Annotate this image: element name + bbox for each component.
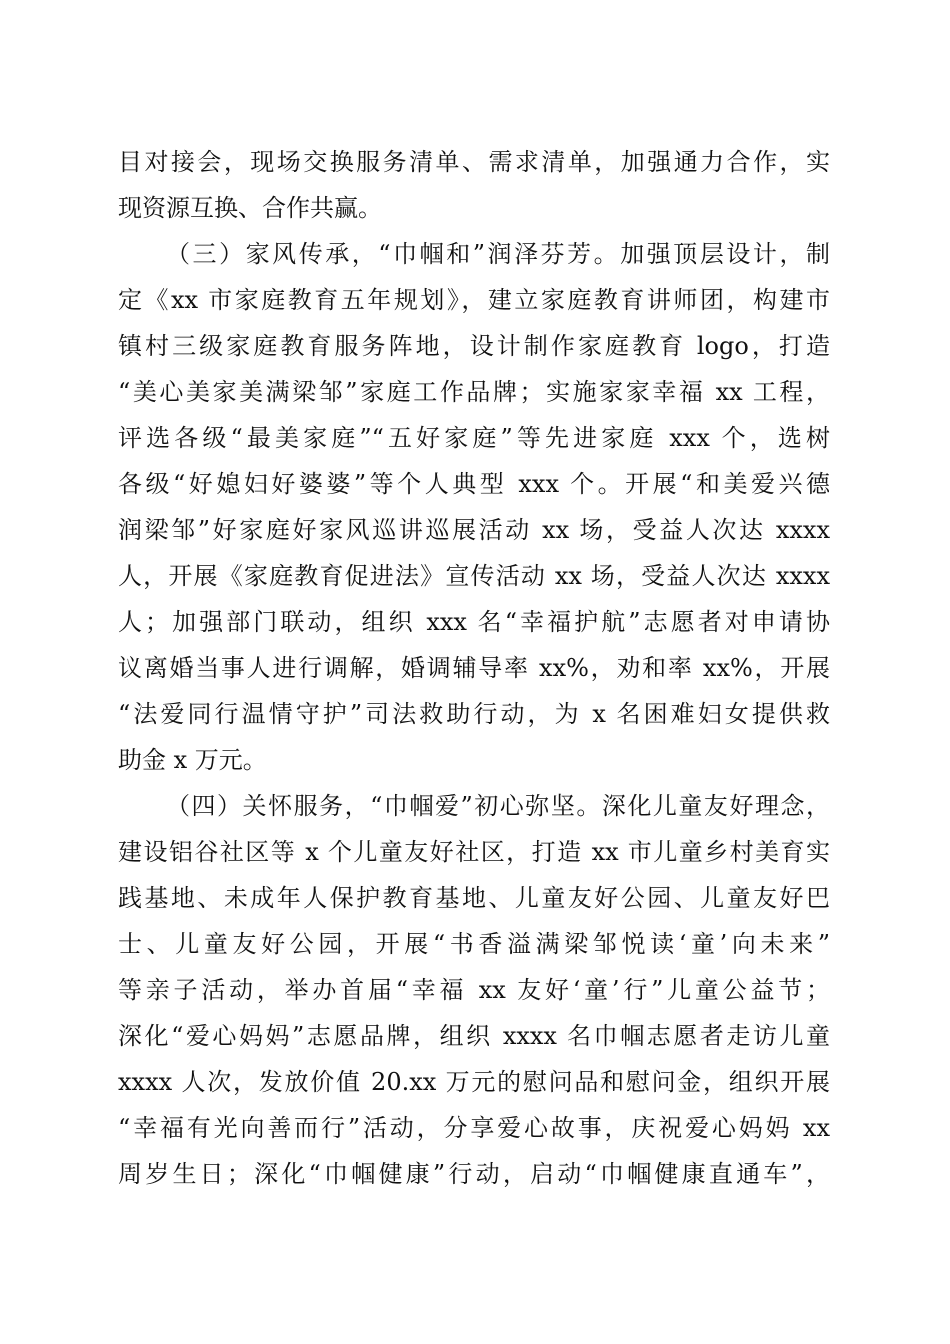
text-line: 镇村三级家庭教育服务阵地，设计制作家庭教育 logo，打造 <box>118 332 830 360</box>
text-line: 等亲子活动，举办首届“幸福 xx 友好‘童’行”儿童公益节； <box>118 976 830 1004</box>
text-line: 现资源互换、合作共赢。 <box>118 194 382 222</box>
text-line: 润梁邹”好家庭好家风巡讲巡展活动 xx 场，受益人次达 xxxx <box>118 516 830 544</box>
text-line: 人；加强部门联动，组织 xxx 名“幸福护航”志愿者对申请协 <box>118 608 830 636</box>
text-line: 周岁生日；深化“巾帼健康”行动，启动“巾帼健康直通车”， <box>118 1160 830 1188</box>
text-line: 深化“爱心妈妈”志愿品牌，组织 xxxx 名巾帼志愿者走访儿童 <box>118 1022 830 1050</box>
text-line: 践基地、未成年人保护教育基地、儿童友好公园、儿童友好巴 <box>118 884 830 912</box>
text-line: 士、儿童友好公园，开展“书香溢满梁邹悦读‘童’向未来” <box>118 930 830 958</box>
text-line: xxxx 人次，发放价值 20.xx 万元的慰问品和慰问金，组织开展 <box>118 1068 830 1096</box>
paragraph-heading-line: （三）家风传承，“巾帼和”润泽芬芳。加强顶层设计，制 <box>166 240 830 268</box>
text-line: “幸福有光向善而行”活动，分享爱心故事，庆祝爱心妈妈 xx <box>118 1114 830 1142</box>
text-line: “美心美家美满梁邹”家庭工作品牌；实施家家幸福 xx 工程， <box>118 378 830 406</box>
text-line: 目对接会，现场交换服务清单、需求清单，加强通力合作，实 <box>118 148 830 176</box>
text-line: 评选各级“最美家庭”“五好家庭”等先进家庭 xxx 个，选树 <box>118 424 830 452</box>
text-line: 人，开展《家庭教育促进法》宣传活动 xx 场，受益人次达 xxxx <box>118 562 830 590</box>
text-line: 定《xx 市家庭教育五年规划》，建立家庭教育讲师团，构建市 <box>118 286 830 314</box>
paragraph-heading-line: （四）关怀服务，“巾帼爱”初心弥坚。深化儿童友好理念， <box>166 792 830 820</box>
text-line: 建设铝谷社区等 x 个儿童友好社区，打造 xx 市儿童乡村美育实 <box>118 838 830 866</box>
text-line: 议离婚当事人进行调解，婚调辅导率 xx%，劝和率 xx%，开展 <box>118 654 830 682</box>
text-line: “法爱同行温情守护”司法救助行动，为 x 名困难妇女提供救 <box>118 700 830 728</box>
text-line: 各级“好媳妇好婆婆”等个人典型 xxx 个。开展“和美爱兴德 <box>118 470 830 498</box>
text-line: 助金 x 万元。 <box>118 746 267 774</box>
